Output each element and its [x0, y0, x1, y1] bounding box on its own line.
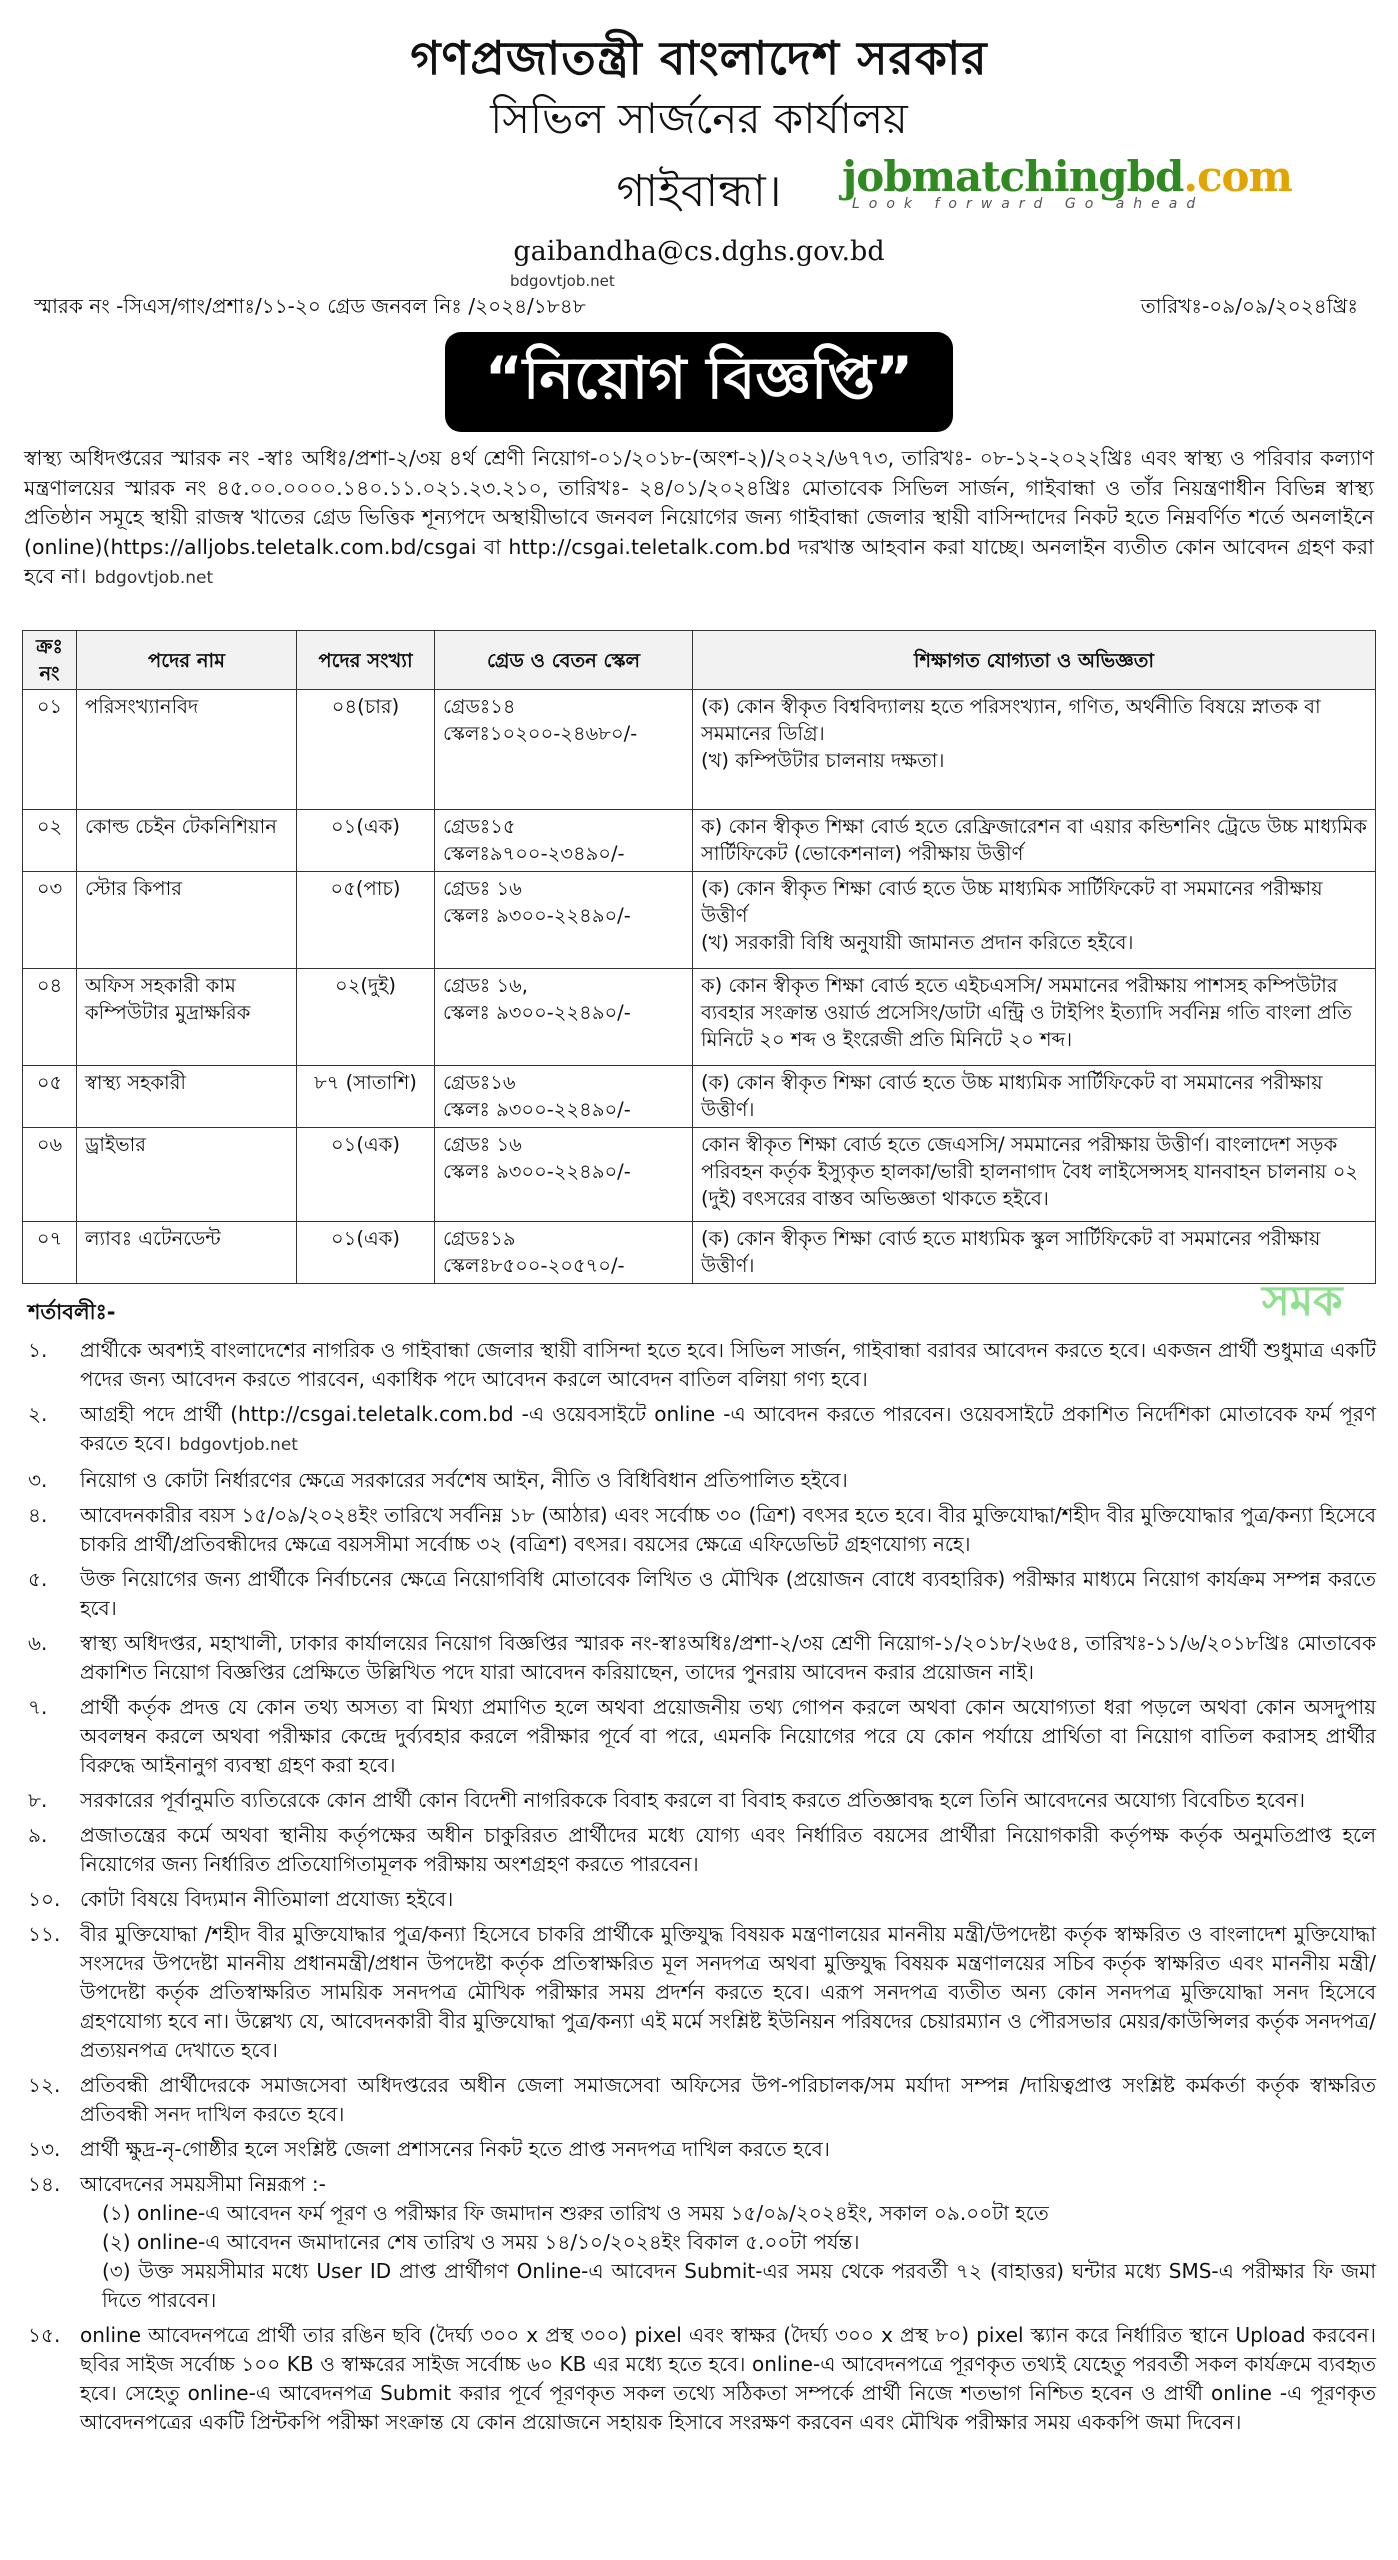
- list-item: [24, 2135, 1376, 2164]
- grade-cell: [435, 1222, 693, 1284]
- intro-text: স্বাস্থ্য অধিদপ্তরের স্মারক নং -স্বাঃ অধিঃ/প্রশা-২/৩য় ৪র্থ শ্রেণী নিয়োগ-০১/২০১৮-(অংশ-২)/২০২২/৬৭৭৩, তারিখঃ- ০৮-১২-২০২২খ্রিঃ এবং স্বাস্থ্য ও পরিবার কল্যাণ মন্ত্রণালয়ের স্মারক নং ৪৫.০০.০০০০.১৪০.১১.০২১.২৩.২১০, তারিখঃ- ২৪/০১/২০২৪খ্রিঃ মোতাবেক সিভিল সার্জন, গাইবান্ধা ও তাঁর নিয়ন্ত্রণাধীন বিভিন্ন স্বাস্থ্য প্রতিষ্ঠান সমূহে স্থায়ী রাজস্ব খাতের গ্রেড ভিত্তিক শূন্যপদে অস্থায়ীভাবে জনবল নিয়োগের জন্য গাইবান্ধা জেলার স্থায়ী বাসিন্দাদের নিকট হতে নিম্নবর্ণিত শর্তে অনলাইনে (online)(https://alljobs.teletalk.com.bd/csgai বা http://csgai.teletalk.com.bd দরখাস্ত আহবান করা যাচ্ছে। অনলাইন ব্যতীত কোন আবেদন গ্রহণ করা হবে না।: [24, 446, 1374, 588]
- conditions-heading: শর্তাবলীঃ-: [28, 1300, 116, 1324]
- item-number: ৯.: [28, 1823, 48, 1847]
- item-text: আবেদনকারীর বয়স ১৫/০৯/২০২৪ইং তারিখে সর্বনিম্ন ১৮ (আঠার) এবং সর্বোচ্চ ৩০ (ত্রিশ) বৎসর হতে হবে। বীর মুক্তিযোদ্ধা/শহীদ বীর মুক্তিযোদ্ধার পুত্র/কন্যা হিসেবে চাকরি প্রার্থী/প্রতিবন্ধীদের ক্ষেত্রে বয়সসীমা সর্বোচ্চ ৩২ (বত্রিশ) বৎসর। বয়সের ক্ষেত্রে এফিডেভিট গ্রহণযোগ্য নহে।: [80, 1503, 1376, 1556]
- office-title: সিভিল সার্জনের কার্যালয়: [490, 94, 908, 143]
- qualification: কোন স্বীকৃত শিক্ষা বোর্ড হতে জেএসসি/ সমমানের পরীক্ষায় উত্তীর্ণ। বাংলাদেশ সড়ক পরিবহন কর্তৃক ইস্যুকৃত হালকা/ভারী হালনাগাদ বৈধ লাইসেন্সসহ যানবাহন চালনায় ০২ (দুই) বৎসরের বাস্তব অভিজ্ঞতা থাকতে হইবে।: [701, 1133, 1359, 1210]
- post-cell: স্টোর কিপার: [77, 872, 297, 969]
- item-number: ১৩.: [28, 2137, 61, 2161]
- item-text: সরকারের পূর্বানুমতি ব্যতিরেকে কোন প্রার্থী কোন বিদেশী নাগরিককে বিবাহ করলে বা বিবাহ করতে প্রতিজ্ঞাবদ্ধ হলে তিনি আবেদনের অযোগ্য বিবেচিত হবেন।: [80, 1788, 1306, 1812]
- table-row: [23, 810, 1376, 872]
- qualification: (ক) কোন স্বীকৃত শিক্ষা বোর্ড হতে মাধ্যমিক স্কুল সার্টিফিকেট বা সমমানের পরীক্ষায় উত্তীর্ণ।: [701, 1227, 1321, 1277]
- qualification: ক) কোন স্বীকৃত শিক্ষা বোর্ড হতে এইচএসসি/ সমমানের পরীক্ষায় পাশসহ কম্পিউটার ব্যবহার সংক্রান্ত ওয়ার্ড প্রসেসিং/ডাটা এন্ট্রি ও টাইপিং ইত্যাদি সর্বনিম্ন গতি বাংলা প্রতি মিনিটে ২০ শব্দ ও ইংরেজী প্রতি মিনিটে ২০ শব্দ।: [701, 974, 1352, 1051]
- list-item: [24, 2321, 1376, 2437]
- table-row: [23, 1066, 1376, 1128]
- table-row: [23, 872, 1376, 969]
- item-text: প্রার্থীকে অবশ্যই বাংলাদেশের নাগরিক ও গাইবান্ধা জেলার স্থায়ী বাসিন্দা হতে হবে। সিভিল সার্জন, গাইবান্ধা বরাবর আবেদন করতে হবে। একজন প্রার্থী শুধুমাত্র একটি পদের জন্য আবেদন করতে পারবেন, একাধিক পদে আবেদন করলে আবেদন বাতিল বলিয়া গণ্য হবে।: [80, 1338, 1376, 1391]
- list-item: [24, 1336, 1376, 1394]
- list-item: [24, 1821, 1376, 1879]
- memo-number: স্মারক নং -সিএস/গাং/প্রশাঃ/১১-২০ গ্রেড জনবল নিঃ /২০২৪/১৮৪৮: [34, 294, 586, 318]
- list-item: [24, 2170, 1376, 2315]
- item-number: ১.: [28, 1338, 48, 1362]
- grade-cell: [435, 690, 693, 810]
- qualification-cell: [693, 969, 1376, 1066]
- list-item: [24, 1786, 1376, 1815]
- item-number: ৭.: [28, 1695, 48, 1719]
- item-text: online আবেদনপত্রে প্রার্থী তার রঙিন ছবি (দৈর্ঘ্য ৩০০ x প্রস্থ ৩০০) pixel এবং স্বাক্ষর (দৈর্ঘ্য ৩০০ x প্রস্থ ৮০) pixel স্ক্যান করে নির্ধারিত স্থানে Upload করবেন। ছবির সাইজ সর্বোচ্চ ১০০ KB ও স্বাক্ষরের সাইজ সর্বোচ্চ ৬০ KB এর মধ্যে হতে হবে। online-এ আবেদনপত্রে পূরণকৃত তথ্যই যেহেতু পরবর্তী সকল কার্যক্রমে ব্যবহৃত হবে। সেহেতু online-এ আবেদনপত্র Submit করার পূর্বে পূরণকৃত সকল তথ্যে সঠিকতা সম্পর্কে প্রার্থী নিজে শতভাগ নিশ্চিত হবেন ও প্রার্থী online -এ পূরণকৃত আবেদনপত্রের একটি প্রিন্টকপি পরীক্ষা সংক্রান্ত যে কোন প্রয়োজনে সহায়ক হিসাবে সংরক্ষণ করবেন এবং মৌখিক পরীক্ষার সময় এককপি জমা দিবেন।: [80, 2323, 1376, 2434]
- intro-watermark: bdgovtjob.net: [94, 568, 214, 588]
- table-header-row: [23, 631, 1376, 690]
- item-number: ৩.: [28, 1468, 48, 1492]
- notice-date: তারিখঃ-০৯/০৯/২০২৪খ্রিঃ: [1140, 294, 1358, 318]
- grade-cell: [435, 1066, 693, 1128]
- count-cell: ০৪(চার): [297, 690, 435, 810]
- item-text: বীর মুক্তিযোদ্ধা /শহীদ বীর মুক্তিযোদ্ধার পুত্র/কন্যা হিসেবে চাকরি প্রার্থীকে মুক্তিযুদ্ধ বিষয়ক মন্ত্রণালয়ের মাননীয় মন্ত্রী/উপদেষ্টা কর্তৃক স্বাক্ষরিত ও বাংলাদেশ মুক্তিযোদ্ধা সংসদের উপদেষ্টা মাননীয় প্রধানমন্ত্রী/প্রধান উপদেষ্টা কর্তৃক প্রতিস্বাক্ষরিত মূল সনদপত্র অথবা মুক্তিযুদ্ধ বিষয়ক মন্ত্রণালয়ের সচিব কর্তৃক স্বাক্ষরিত এবং মাননীয় মন্ত্রী/উপদেষ্টা কর্তৃক প্রতিস্বাক্ষরিত সাময়িক সনদপত্র মৌখিক পরীক্ষার সময় প্রদর্শন করতে হবে। এরূপ সনদপত্র ব্যতীত অন্য কোন সনদপত্র মুক্তিযোদ্ধা সনদ হিসেবে গ্রহণযোগ্য হবে না। উল্লেখ্য যে, আবেদনকারী বীর মুক্তিযোদ্ধা পুত্র/কন্যা এই মর্মে সংশ্লিষ্ট ইউনিয়ন পরিষদের চেয়ারম্যান ও পৌরসভার মেয়র/কাউন্সিলর কর্তৃক সনদপত্র/প্রত্যয়নপত্র দেখাতে হবে।: [80, 1922, 1376, 2062]
- logo-tagline: Look forward Go ahead: [852, 196, 1205, 212]
- item-number: ২.: [28, 1402, 48, 1426]
- list-item: [24, 1693, 1376, 1780]
- scale: স্কেলঃ ৯৩০০-২২৪৯০/-: [443, 1160, 631, 1183]
- qualification-cell: [693, 690, 1376, 810]
- item-text: প্রার্থী ক্ষুদ্র-নৃ-গোষ্ঠীর হলে সংশ্লিষ্ট জেলা প্রশাসনের নিকট হতে প্রাপ্ত সনদপত্র দাখিল করতে হবে।: [80, 2137, 830, 2161]
- sub-item: (৩) উক্ত সময়সীমার মধ্যে User ID প্রাপ্ত প্রার্থীগণ Online-এ আবেদন Submit-এর সময় থেকে পরবর্তী ৭২ (বাহাত্তর) ঘন্টার মধ্যে SMS-এ পরীক্ষার ফি জমা দিতে পারবেন।: [102, 2259, 1376, 2312]
- grade: গ্রেডঃ১৫: [443, 815, 516, 838]
- grade: গ্রেডঃ১৯: [443, 1227, 516, 1250]
- qualification-cell: [693, 1128, 1376, 1222]
- item-number: ৮.: [28, 1788, 48, 1812]
- col-grade: গ্রেড ও বেতন স্কেল: [435, 631, 693, 690]
- post-cell: স্বাস্থ্য সহকারী: [77, 1066, 297, 1128]
- table-row: [23, 690, 1376, 810]
- grade-cell: [435, 810, 693, 872]
- district-title: গাইবান্ধা।: [616, 166, 782, 217]
- scale: স্কেলঃ৯৭০০-২৩৪৯০/-: [443, 842, 625, 865]
- scale: স্কেলঃ৮৫০০-২০৫৭০/-: [443, 1254, 625, 1277]
- col-count: পদের সংখ্যা: [297, 631, 435, 690]
- item-text: স্বাস্থ্য অধিদপ্তর, মহাখালী, ঢাকার কার্যালয়ের নিয়োগ বিজ্ঞপ্তির স্মারক নং-স্বাঃঅধিঃ/প্রশা-২/৩য় শ্রেণী নিয়োগ-১/২০১৮/২৬৫৪, তারিখঃ-১১/৬/২০১৮খ্রিঃ মোতাবেক প্রকাশিত নিয়োগ বিজ্ঞপ্তির প্রেক্ষিতে উল্লিখিত পদে যারা আবেদন করিয়াছেন, তাদের পুনরায় আবেদন করার প্রয়োজন নাই।: [80, 1631, 1376, 1684]
- item-text: প্রজাতন্ত্রের কর্মে অথবা স্থানীয় কর্তৃপক্ষের অধীন চাকুরিরত প্রার্থীদের মধ্যে যোগ্য এবং নির্ধারিত বয়সের প্রার্থীরা নিয়োগকারী কর্তৃপক্ষ কর্তৃক অনুমতিপ্রাপ্ত হলে নিয়োগের জন্য নির্ধারিত প্রতিযোগিতামূলক পরীক্ষায় অংশগ্রহণ করতে পারবেন।: [80, 1823, 1376, 1876]
- scale: স্কেলঃ ৯৩০০-২২৪৯০/-: [443, 1098, 631, 1121]
- list-item: [24, 1629, 1376, 1687]
- serial-cell: ০২: [23, 810, 77, 872]
- serial-cell: ০১: [23, 690, 77, 810]
- item-text: নিয়োগ ও কোটা নির্ধারণের ক্ষেত্রে সরকারের সর্বশেষ আইন, নীতি ও বিধিবিধান প্রতিপালিত হইবে।: [80, 1468, 848, 1492]
- notice-title: “নিয়োগ বিজ্ঞপ্তি”: [445, 332, 953, 432]
- item-number: ৬.: [28, 1631, 48, 1655]
- conditions-list: [24, 1336, 1376, 2443]
- post-cell: অফিস সহকারী কাম কম্পিউটার মুদ্রাক্ষরিক: [77, 969, 297, 1066]
- qualification-extra: (খ) সরকারী বিধি অনুযায়ী জামানত প্রদান করিতে হইবে।: [701, 931, 1134, 954]
- count-cell: ০১(এক): [297, 1222, 435, 1284]
- table-row: [23, 969, 1376, 1066]
- item-text: উক্ত নিয়োগের জন্য প্রার্থীকে নির্বাচনের ক্ষেত্রে নিয়োগবিধি মোতাবেক লিখিত ও মৌখিক (প্রয়োজন বোধে ব্যবহারিক) পরীক্ষার মাধ্যমে নিয়োগ কার্যক্রম সম্পন্ন করতে হবে।: [80, 1567, 1376, 1620]
- list-item: [24, 1565, 1376, 1623]
- qualification: ক) কোন স্বীকৃত শিক্ষা বোর্ড হতে রেফ্রিজারেশন বা এয়ার কন্ডিশনিং ট্রেডে উচ্চ মাধ্যমিক সার্টিফিকেট (ভোকেশনাল) পরীক্ষায় উত্তীর্ণ: [701, 815, 1367, 865]
- intro-paragraph: [24, 444, 1374, 594]
- list-item: [24, 1885, 1376, 1914]
- count-cell: ০২(দুই): [297, 969, 435, 1066]
- qualification-extra: (খ) কম্পিউটার চালনায় দক্ষতা।: [701, 749, 945, 772]
- list-item: [24, 1466, 1376, 1495]
- col-post: পদের নাম: [77, 631, 297, 690]
- post-cell: ড্রাইভার: [77, 1128, 297, 1222]
- grade: গ্রেডঃ১৪: [443, 695, 516, 718]
- item-number: ১৪.: [28, 2172, 61, 2196]
- list-item: [24, 2071, 1376, 2129]
- item-text: আগ্রহী পদে প্রার্থী (http://csgai.teletalk.com.bd -এ ওয়েবসাইটে online -এ আবেদন করতে পারবেন। ওয়েবসাইটে প্রকাশিত নির্দেশিকা মোতাবেক ফর্ম পূরণ করতে হবে।: [80, 1402, 1376, 1455]
- vacancy-table: [22, 630, 1376, 1284]
- table-row: [23, 1128, 1376, 1222]
- grade: গ্রেডঃ ১৬: [443, 877, 522, 900]
- item-number: ১৫.: [28, 2323, 61, 2347]
- govt-title: গণপ্রজাতন্ত্রী বাংলাদেশ সরকার: [410, 31, 988, 85]
- site-logo: [842, 152, 1338, 214]
- grade-cell: [435, 1128, 693, 1222]
- list-item: [24, 1920, 1376, 2065]
- office-email: gaibandha@cs.dghs.gov.bd: [513, 236, 885, 267]
- serial-cell: ০৭: [23, 1222, 77, 1284]
- grade: গ্রেডঃ ১৬,: [443, 974, 528, 997]
- post-cell: কোল্ড চেইন টেকনিশিয়ান: [77, 810, 297, 872]
- grade: গ্রেডঃ১৬: [443, 1071, 516, 1094]
- qualification: (ক) কোন স্বীকৃত শিক্ষা বোর্ড হতে উচ্চ মাধ্যমিক সার্টিফিকেট বা সমমানের পরীক্ষায় উত্তীর্ণ।: [701, 1071, 1323, 1121]
- scale: স্কেলঃ ৯৩০০-২২৪৯০/-: [443, 904, 631, 927]
- item-number: ৫.: [28, 1567, 48, 1591]
- post-cell: পরিসংখ্যানবিদ: [77, 690, 297, 810]
- count-cell: ০৫(পাচ): [297, 872, 435, 969]
- list-item: [24, 1501, 1376, 1559]
- logo-name: jobmatchingbd: [842, 152, 1184, 201]
- post-cell: ল্যাবঃ এটেনডেন্ট: [77, 1222, 297, 1284]
- item-text: প্রার্থী কর্তৃক প্রদত্ত যে কোন তথ্য অসত্য বা মিথ্যা প্রমাণিত হলে অথবা প্রয়োজনীয় তথ্য গোপন করলে অথবা কোন অযোগ্যতা ধরা পড়লে অথবা কোন অসদুপায় অবলম্বন করলে অথবা পরীক্ষার কেন্দ্রে দুর্ব্যবহার করলে পরীক্ষার পূর্বে বা পরে, এমনকি নিয়োগের পরে যে কোন পর্যায়ে প্রার্থিতা বা নিয়োগ বাতিল করাসহ প্রার্থীর বিরুদ্ধে আইনানুগ ব্যবস্থা গ্রহণ করা হবে।: [80, 1695, 1376, 1777]
- qualification-cell: [693, 1066, 1376, 1128]
- serial-cell: ০৫: [23, 1066, 77, 1128]
- serial-cell: ০৬: [23, 1128, 77, 1222]
- item-number: ১১.: [28, 1922, 61, 1946]
- item-number: ১২.: [28, 2073, 61, 2097]
- item-text: আবেদনের সময়সীমা নিম্নরূপ :-: [80, 2172, 326, 2196]
- grade-cell: [435, 969, 693, 1066]
- col-qualification: শিক্ষাগত যোগ্যতা ও অভিজ্ঞতা: [693, 631, 1376, 690]
- item-number: ৪.: [28, 1503, 48, 1527]
- watermark-text: সমক: [1262, 1276, 1343, 1325]
- list-item: [24, 1400, 1376, 1460]
- count-cell: ৮৭ (সাতাশি): [297, 1066, 435, 1128]
- item-watermark: bdgovtjob.net: [179, 1435, 298, 1455]
- item-number: ১০.: [28, 1887, 61, 1911]
- scale: স্কেলঃ১০২০০-২৪৬৮০/-: [443, 722, 638, 745]
- serial-cell: ০৪: [23, 969, 77, 1066]
- count-cell: ০১(এক): [297, 1128, 435, 1222]
- scale: স্কেলঃ ৯৩০০-২২৪৯০/-: [443, 1001, 631, 1024]
- logo-suffix: .com: [1183, 152, 1292, 201]
- sub-item: (২) online-এ আবেদন জমাদানের শেষ তারিখ ও সময় ১৪/১০/২০২৪ইং বিকাল ৫.০০টা পর্যন্ত।: [102, 2230, 860, 2254]
- qualification: (ক) কোন স্বীকৃত বিশ্ববিদ্যালয় হতে পরিসংখ্যান, গণিত, অর্থনীতি বিষয়ে স্নাতক বা সমমানের ডিগ্রি।: [701, 695, 1321, 745]
- sub-item: (১) online-এ আবেদন ফর্ম পূরণ ও পরীক্ষার ফি জমাদান শুরুর তারিখ ও সময় ১৫/০৯/২০২৪ইং, সকাল ০৯.০০টা হতে: [102, 2201, 1049, 2225]
- grade: গ্রেডঃ ১৬: [443, 1133, 522, 1156]
- item-text: প্রতিবন্ধী প্রার্থীদেরকে সমাজসেবা অধিদপ্তরের অধীন জেলা সমাজসেবা অফিসের উপ-পরিচালক/সম মর্যাদা সম্পন্ন /দায়িত্বপ্রাপ্ত সংশ্লিষ্ট কর্মকর্তা কর্তৃক স্বাক্ষরিত প্রতিবন্ধী সনদ দাখিল করতে হবে।: [80, 2073, 1376, 2126]
- item-text: কোটা বিষয়ে বিদ্যমান নীতিমালা প্রযোজ্য হইবে।: [80, 1887, 454, 1911]
- serial-cell: ০৩: [23, 872, 77, 969]
- qualification: (ক) কোন স্বীকৃত শিক্ষা বোর্ড হতে উচ্চ মাধ্যমিক সার্টিফিকেট বা সমমানের পরীক্ষায় উত্তীর্ণ: [701, 877, 1323, 927]
- watermark-text: bdgovtjob.net: [510, 272, 615, 290]
- grade-cell: [435, 872, 693, 969]
- qualification-cell: [693, 810, 1376, 872]
- qualification-cell: [693, 872, 1376, 969]
- count-cell: ০১(এক): [297, 810, 435, 872]
- col-serial: ক্রঃ নং: [23, 631, 77, 690]
- table-row: [23, 1222, 1376, 1284]
